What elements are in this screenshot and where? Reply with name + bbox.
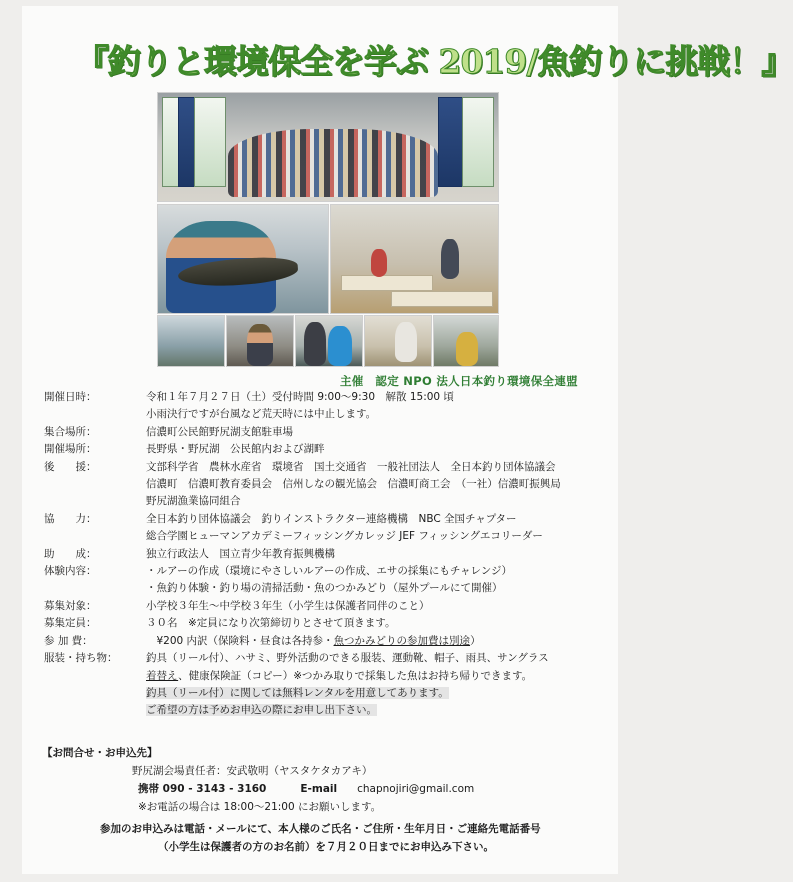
contact-heading: 【お問合せ・お申込先】: [42, 747, 158, 759]
organizer-credit: 主催 認定 NPO 法人日本釣り環境保全連盟: [340, 374, 578, 388]
angler-figure: [247, 324, 273, 366]
participant-figure: [456, 332, 478, 366]
small-photo-5: [433, 315, 499, 367]
detail-label: 後 援：: [44, 460, 97, 473]
detail-line: 全日本釣り団体協議会 釣りインストラクター連絡機構 NBC 全国チャプター: [146, 512, 517, 525]
small-photo-3: [295, 315, 363, 367]
group-photo: [157, 92, 499, 202]
detail-value: [146, 650, 604, 720]
small-photo-2: [226, 315, 294, 367]
banner-right: [462, 97, 494, 187]
flyer-title: 『釣りと環境保全を学ぶ 2019/魚釣りに挑戦！』: [76, 42, 793, 81]
detail-line: 令和１年７月２７日（土）受付時間 9:00～9:30 解散 15:00 頃: [146, 391, 454, 403]
detail-datetime: [44, 389, 604, 424]
fee-underlined-note: 魚つかみどりの参加費は別途: [333, 634, 471, 647]
contact-hours: ※お電話の場合は 18:00～21:00 にお願いします。: [138, 801, 382, 813]
detail-line: 信濃町 信濃町教育委員会 信州しなの観光協会 信濃町商工会 （一社）信濃町振興局: [146, 478, 561, 491]
participants-crowd: [228, 129, 438, 197]
detail-value: [146, 615, 604, 632]
participant-figure: [371, 249, 387, 277]
detail-line: ３０名 ※定員になり次第締切りとさせて頂きます。: [146, 617, 396, 630]
workshop-hall-photo: [330, 204, 499, 314]
detail-value: [146, 511, 604, 546]
application-note-2: （小学生は保護者の方のお名前）を７月２０日までにお申込み下さい。: [158, 841, 494, 853]
detail-value: [146, 389, 604, 424]
detail-fee: [44, 633, 604, 650]
detail-label: 服装・持ち物：: [44, 652, 118, 665]
detail-capacity: [44, 615, 604, 632]
rental-note: 釣具（リール付）に関しては無料レンタルを用意してあります。: [146, 686, 449, 699]
participant-figure: [441, 239, 459, 279]
rental-request-note: ご希望の方は予めお申込の際にお申し出下さい。: [146, 704, 377, 717]
fee-text: ¥200 内訳（保険料・昼食は各持参・: [146, 634, 334, 647]
email-label: E-mail: [300, 783, 338, 795]
contact-person: 野尻湖会場責任者：安武敬明（ヤスタケタカアキ）: [132, 765, 373, 777]
detail-label: 開催場所：: [44, 443, 97, 456]
participant-figure: [304, 322, 326, 366]
banner-left-2: [194, 97, 226, 187]
detail-value: [146, 546, 604, 563]
detail-label: 体験内容：: [44, 565, 97, 578]
detail-line: 釣具（リール付）、ハサミ、野外活動のできる服装、運動靴、帽子、雨具、サングラス: [146, 652, 549, 665]
detail-grant: [44, 546, 604, 563]
detail-line-rest: 、健康保険証（コピー）※つかみ取りで採集した魚はお持ち帰りできます。: [178, 669, 533, 682]
detail-line: ・ルアーの作成（環境にやさしいルアーの作成、エサの採集にもチャレンジ）: [146, 565, 513, 578]
detail-cooperation: [44, 511, 604, 546]
detail-venue: [44, 441, 604, 458]
small-photo-4: [364, 315, 432, 367]
event-details: [44, 389, 604, 720]
participant-figure: [328, 326, 352, 366]
detail-meeting-place: [44, 424, 604, 441]
detail-line: 信濃町公民館野尻湖支館駐車場: [146, 425, 293, 438]
detail-value: [146, 424, 604, 441]
hall-table: [341, 275, 433, 291]
detail-value: [146, 563, 604, 598]
hall-table: [391, 291, 493, 307]
contact-mobile: 携帯 090 - 3143 - 3160: [138, 783, 267, 795]
detail-target: [44, 598, 604, 615]
detail-label: 集合場所：: [44, 425, 97, 438]
detail-line: [146, 668, 604, 685]
detail-label: 募集対象：: [44, 599, 97, 612]
contact-phone-email: [138, 781, 474, 799]
detail-label: 参 加 費：: [44, 634, 93, 647]
detail-line: ・魚釣り体験・釣り場の清掃活動・魚のつかみどり（屋外プールにて開催）: [146, 582, 503, 595]
detail-line: 小学校３年生～中学校３年生（小学生は保護者同伴のこと）: [146, 599, 430, 612]
detail-value: [146, 441, 604, 458]
application-note-1: 参加のお申込みは電話・メールにて、本人様のご氏名・ご住所・生年月日・ご連絡先電話番号: [100, 823, 541, 835]
detail-activities: [44, 563, 604, 598]
detail-line: 長野県・野尻湖 公民館内および湖畔: [146, 443, 325, 456]
small-photo-1: [157, 315, 225, 367]
detail-label: 開催日時：: [44, 391, 97, 403]
detail-line: 独立行政法人 国立青少年教育振興機構: [146, 547, 335, 560]
detail-line: 小雨決行ですが台風など荒天時には中止します。: [146, 408, 377, 421]
detail-line: 野尻湖漁業協同組合: [146, 495, 241, 508]
detail-label: 募集定員：: [44, 617, 97, 630]
detail-value: [146, 459, 604, 511]
detail-support: [44, 459, 604, 511]
detail-items: [44, 650, 604, 720]
fee-text-end: ）: [470, 634, 481, 647]
detail-line: 総合学園ヒューマンアカデミーフィッシングカレッジ JEF フィッシングエコリーダー: [146, 530, 543, 543]
detail-value: [146, 633, 604, 650]
change-clothes-note: 着替え: [146, 669, 179, 682]
detail-value: [146, 598, 604, 615]
detail-line: 文部科学省 農林水産省 環境省 国土交通省 一般社団法人 全日本釣り団体協議会: [146, 460, 556, 473]
fish-catch-photo: [157, 204, 329, 314]
email-link[interactable]: chapnojiri@gmail.com: [357, 783, 475, 795]
participant-figure: [395, 322, 417, 362]
detail-label: 協 力：: [44, 512, 97, 525]
detail-label: 助 成：: [44, 547, 97, 560]
